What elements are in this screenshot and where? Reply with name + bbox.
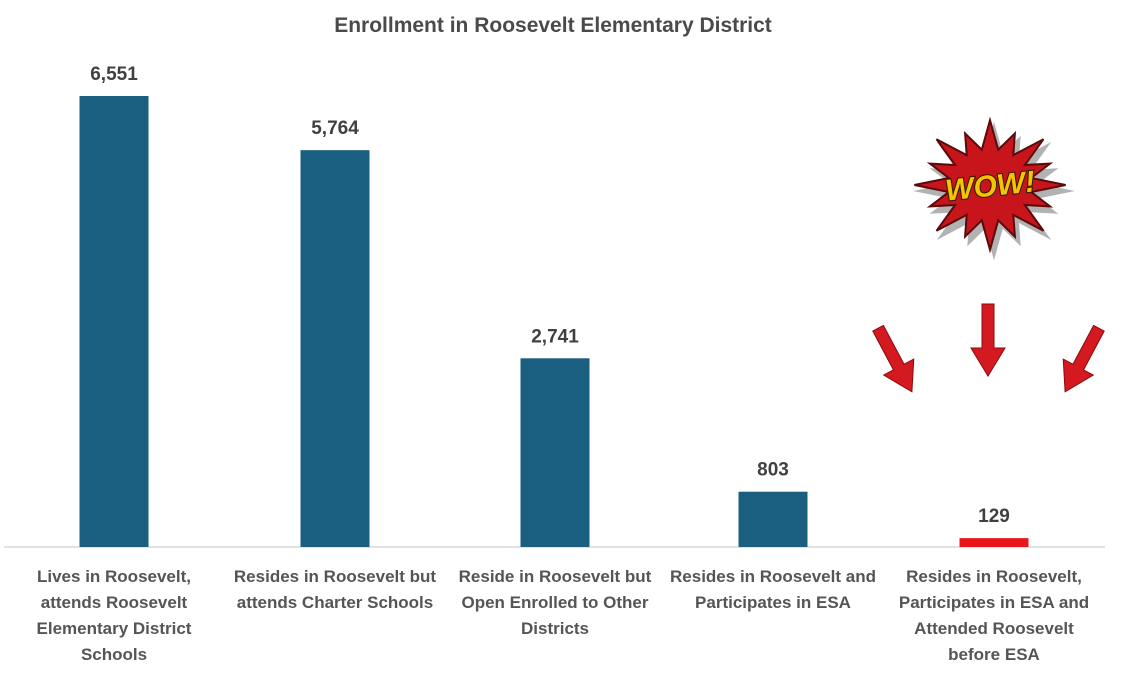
bar-3: [521, 358, 590, 547]
data-label-4: 803: [757, 459, 789, 481]
category-label-1: [37, 567, 192, 664]
arrow-shape: [1050, 320, 1114, 400]
category-label-line: Participates in ESA and: [898, 593, 1090, 612]
category-label-line: Lives in Roosevelt,: [37, 567, 191, 586]
arrows-annotation: [863, 304, 1114, 400]
category-label-line: Elementary District: [36, 619, 192, 638]
category-label-line: Resides in Roosevelt and: [670, 567, 876, 586]
category-label-line: Resides in Roosevelt,: [906, 567, 1082, 586]
category-labels: [37, 567, 1090, 664]
down-arrow-2: [971, 304, 1005, 376]
category-label-line: Resides in Roosevelt but: [233, 567, 437, 586]
category-label-line: Open Enrolled to Other: [461, 593, 649, 612]
arrow-shape: [971, 304, 1005, 376]
chart-title: Enrollment in Roosevelt Elementary District: [334, 14, 772, 37]
bar-2: [301, 150, 370, 547]
category-label-line: Districts: [520, 619, 590, 638]
bars: [80, 96, 1029, 547]
category-label-line: Attended Roosevelt: [914, 619, 1074, 638]
data-label-3: 2,741: [531, 326, 579, 348]
wow-burst-annotation: [913, 120, 1075, 260]
down-arrow-3: [1050, 320, 1114, 400]
category-label-3: [459, 567, 652, 638]
down-arrow-1: [863, 320, 927, 400]
arrow-shape: [863, 320, 927, 400]
category-label-line: before ESA: [948, 645, 1040, 664]
category-label-line: Reside in Roosevelt but: [458, 567, 652, 586]
bar-1: [80, 96, 149, 547]
category-label-line: Schools: [80, 645, 148, 664]
category-label-2: [234, 567, 436, 612]
data-label-5: 129: [978, 506, 1010, 528]
category-label-line: attends Roosevelt: [40, 593, 188, 612]
data-label-2: 5,764: [311, 118, 359, 140]
data-label-1: 6,551: [90, 64, 138, 85]
category-label-line: Participates in ESA: [695, 593, 851, 612]
category-label-line: attends Charter Schools: [236, 593, 434, 612]
wow-text: WOW!: [943, 165, 1037, 208]
category-label-5: [899, 567, 1089, 664]
bar-4: [739, 492, 808, 547]
bar-5: [960, 538, 1029, 547]
category-label-4: [670, 567, 876, 612]
